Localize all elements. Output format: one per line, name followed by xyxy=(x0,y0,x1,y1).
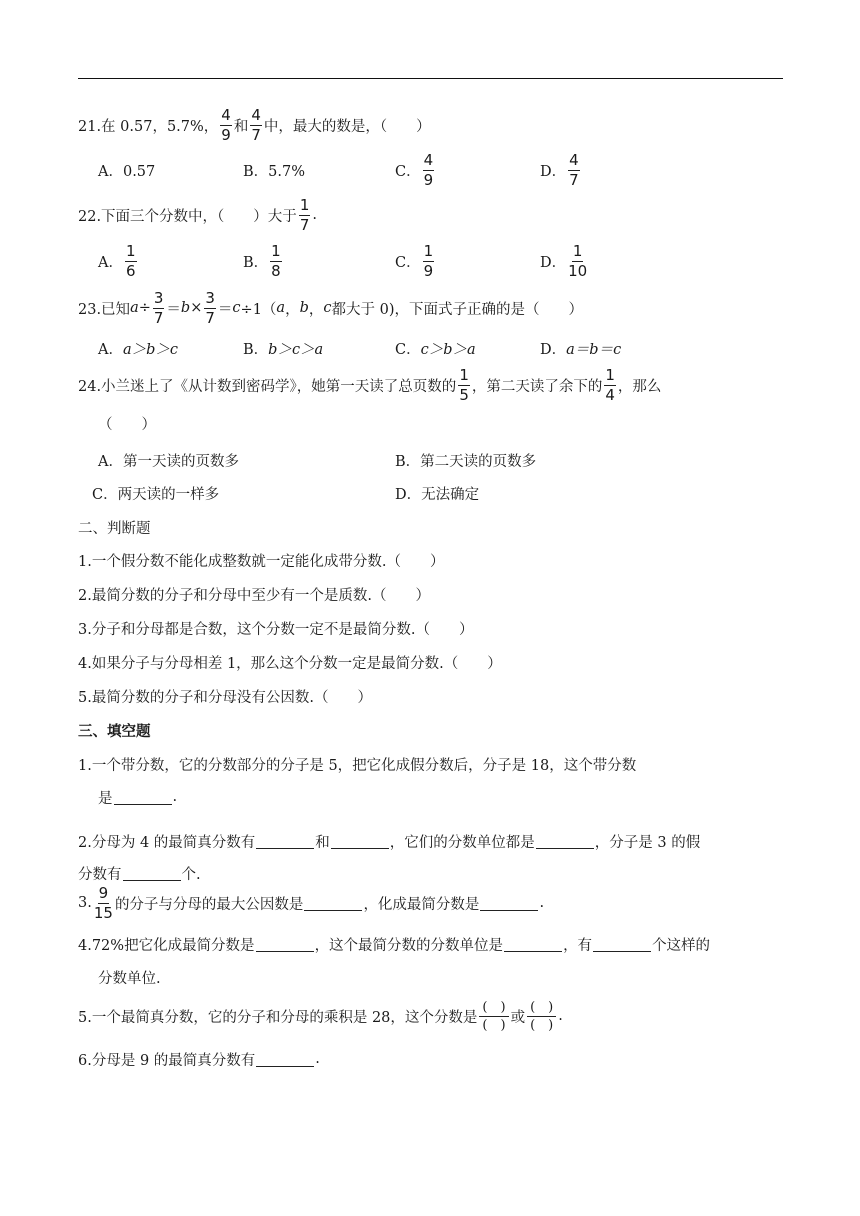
q21-and: 和 xyxy=(233,118,249,135)
q22-option-a[interactable]: A． $\frac{1}{6}$ xyxy=(98,241,136,280)
q24-option-c[interactable]: C．两天读的一样多 xyxy=(92,486,220,503)
header-rule xyxy=(78,78,783,79)
q22-option-c[interactable]: C． $\frac{1}{9}$ xyxy=(395,241,434,280)
q23-option-a[interactable]: A． a＞b＞c xyxy=(98,341,179,358)
fraction: $\frac{3}{7}$ xyxy=(153,288,164,327)
q22-option-b[interactable]: B． $\frac{1}{8}$ xyxy=(243,241,281,280)
q21-option-d[interactable]: D． $\frac{4}{7}$ xyxy=(540,150,579,189)
fraction: $\frac{4}{9}$ xyxy=(221,105,231,144)
q24-option-d[interactable]: D．无法确定 xyxy=(395,486,480,503)
q21-option-b[interactable]: B．5.7% xyxy=(243,163,305,180)
q22-stem-b: . xyxy=(312,207,317,223)
section-3-title: 三、填空题 xyxy=(78,722,151,740)
fraction-blank[interactable]: $\frac{( )}{( )}$ xyxy=(527,1001,556,1032)
fraction: $\frac{9}{15}$ xyxy=(93,883,113,922)
fill-item-2-cont: 分数有 个. xyxy=(78,866,201,883)
answer-blank[interactable] xyxy=(114,790,172,805)
q21-stem-b: 中，最大的数是，（ ） xyxy=(263,118,431,135)
answer-blank[interactable] xyxy=(256,834,314,849)
answer-blank[interactable] xyxy=(504,937,562,952)
q23-option-d[interactable]: D． a＝b＝c xyxy=(540,341,622,358)
question-21 xyxy=(78,102,431,148)
answer-blank[interactable] xyxy=(480,896,538,911)
q22-option-d[interactable]: D． $\frac{1}{10}$ xyxy=(540,241,588,280)
fill-item-4-cont: 分数单位. xyxy=(98,970,161,987)
judge-item-2: 2.最简分数的分子和分母中至少有一个是质数.（ ） xyxy=(78,587,430,604)
fill-item-2: 2.分母为 4 的最简真分数有 和 ，它们的分数单位都是 ，分子是 3 的假 xyxy=(78,834,701,851)
q21-option-a[interactable]: A．0.57 xyxy=(98,163,156,180)
answer-blank[interactable] xyxy=(593,937,651,952)
fill-item-3: 3. $\frac{9}{15}$ 的分子与分母的最大公因数是 ，化成最简分数是 . xyxy=(78,883,545,922)
answer-blank[interactable] xyxy=(123,866,181,881)
q22-stem-a: 22.下面三个分数中，（ ）大于 xyxy=(78,208,297,225)
fill-item-6: 6.分母是 9 的最简真分数有 . xyxy=(78,1051,320,1069)
section-2-title: 二、判断题 xyxy=(78,520,151,537)
answer-blank[interactable] xyxy=(304,896,362,911)
answer-blank[interactable] xyxy=(331,834,389,849)
fraction: $\frac{1}{5}$ xyxy=(459,365,469,404)
q21-option-c[interactable]: C． $\frac{4}{9}$ xyxy=(395,150,434,189)
q23-option-c[interactable]: C． c＞b＞a xyxy=(395,341,476,358)
q24-option-a[interactable]: A．第一天读的页数多 xyxy=(98,453,239,470)
question-22 xyxy=(78,192,317,238)
judge-item-3: 3.分子和分母都是合数，这个分数一定不是最简分数.（ ） xyxy=(78,621,474,638)
question-24: 24.小兰迷上了《从计数到密码学》，她第一天读了总页数的 $\frac{1}{5}$ ，第二天读了余下的 $\frac{1}{4}$ ，那么 xyxy=(78,365,662,404)
judge-item-1: 1.一个假分数不能化成整数就一定能化成带分数.（ ） xyxy=(78,553,445,570)
answer-blank[interactable] xyxy=(256,1052,314,1067)
fraction: $\frac{3}{7}$ xyxy=(205,288,215,327)
fraction: $\frac{4}{7}$ xyxy=(251,105,261,144)
q23-option-b[interactable]: B． b＞c＞a xyxy=(243,341,324,358)
q24-option-b[interactable]: B．第二天读的页数多 xyxy=(395,453,537,470)
judge-item-5: 5.最简分数的分子和分母没有公因数.（ ） xyxy=(78,689,372,706)
fill-item-1-cont: 是 . xyxy=(98,789,178,807)
answer-blank[interactable] xyxy=(256,937,314,952)
question-23: 23.已知 a ÷ $\frac{3}{7}$ ＝ b × $\frac{3}{7}$ ＝ c ÷1（ a ， b ， c 都大于 0)，下面式子正确的是（ ） xyxy=(78,288,583,327)
fill-item-5: 5.一个最简真分数，它的分子和分母的乘积是 28，这个分数是 $\frac{( )}{( )}$ 或 $\frac{( )}{( )}$ . xyxy=(78,999,563,1033)
q24-answer-paren: （ ） xyxy=(98,416,156,433)
judge-item-4: 4.如果分子与分母相差 1，那么这个分数一定是最简分数.（ ） xyxy=(78,655,502,672)
fraction-blank[interactable]: $\frac{( )}{( )}$ xyxy=(479,1001,508,1032)
fraction: $\frac{1}{4}$ xyxy=(605,365,615,404)
q21-stem-a: 21.在 0.57，5.7%， xyxy=(78,118,219,135)
answer-blank[interactable] xyxy=(536,834,594,849)
fill-item-4: 4.72%把它化成最简分数是 ，这个最简分数的分数单位是 ，有 个这样的 xyxy=(78,937,711,954)
fill-item-1: 1.一个带分数，它的分数部分的分子是 5，把它化成假分数后，分子是 18，这个带分数 xyxy=(78,757,637,774)
fraction: $\frac{1}{7}$ xyxy=(299,195,310,234)
